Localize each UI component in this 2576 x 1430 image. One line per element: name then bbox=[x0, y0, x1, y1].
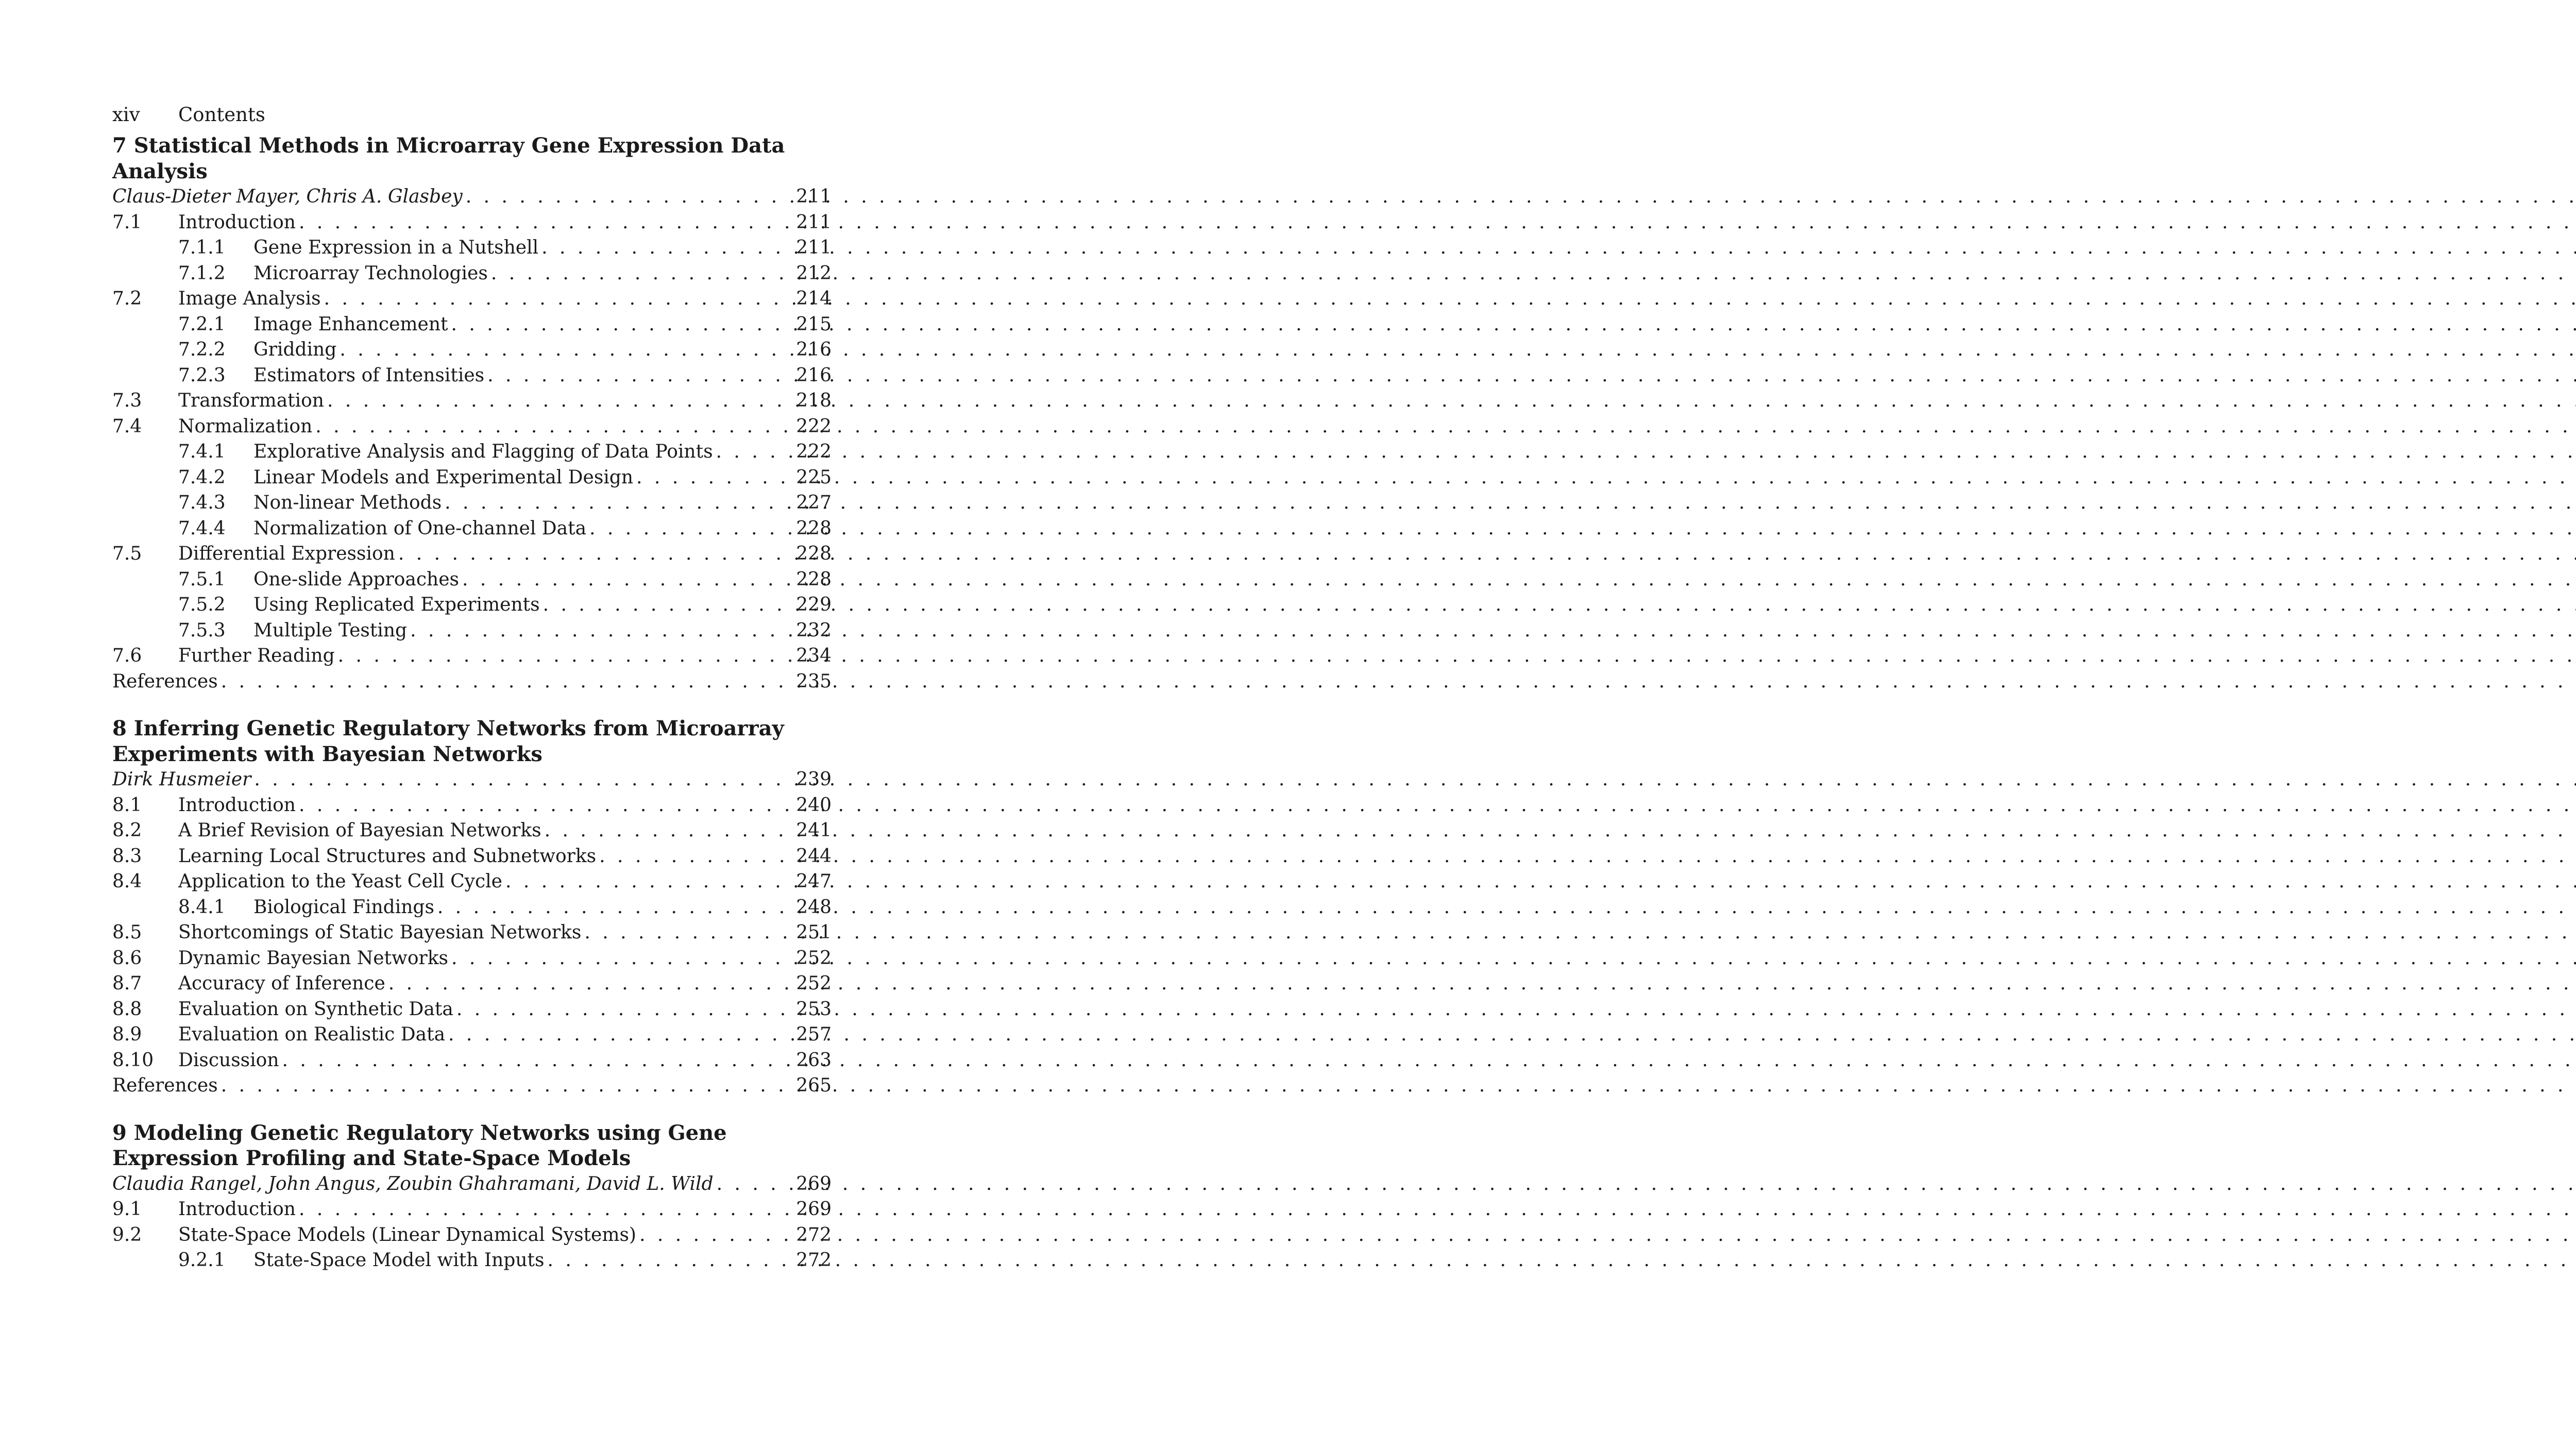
toc-references[interactable]: References . . . 265 bbox=[112, 1073, 832, 1099]
chapter-title[interactable]: 7 Statistical Methods in Microarray Gene Expression Data Analysis bbox=[112, 133, 785, 183]
toc-entry[interactable]: 8.1 Introduction . . . 240 bbox=[112, 793, 832, 818]
toc-entry[interactable]: 7.1 Introduction . . . 211 bbox=[112, 210, 832, 235]
chapter-title[interactable]: 9 Modeling Genetic Regulatory Networks using Gene Expression Profiling and State-Space Models bbox=[112, 1120, 727, 1170]
running-head bbox=[112, 97, 832, 133]
chapter-authors[interactable]: Claus-Dieter Mayer, Chris A. Glasbey . . . 211 bbox=[112, 184, 832, 210]
chapter-title[interactable]: 8 Inferring Genetic Regulatory Networks from Microarray Experiments with Bayesian Networks bbox=[112, 716, 784, 766]
toc-entry[interactable]: 8.5 Shortcomings of Static Bayesian Networks . . . 251 bbox=[112, 920, 832, 946]
toc-entry[interactable]: 7.3 Transformation . . . 218 bbox=[112, 388, 832, 414]
toc-entry[interactable]: 7.2.1 Image Enhancement . . . 215 bbox=[112, 312, 832, 338]
toc-entry[interactable]: 7.2 Image Analysis . . . 214 bbox=[112, 286, 832, 312]
toc-entry[interactable]: 7.1.1 Gene Expression in a Nutshell . . . 211 bbox=[112, 235, 832, 261]
toc-entry[interactable]: 8.7 Accuracy of Inference . . . 252 bbox=[112, 971, 832, 997]
toc-entry[interactable]: 7.5.2 Using Replicated Experiments . . . 229 bbox=[112, 592, 832, 618]
toc-entry[interactable]: 9.2.1 State-Space Model with Inputs . . . 272 bbox=[112, 1248, 832, 1273]
toc-entry[interactable]: 8.2 A Brief Revision of Bayesian Networks . . . 241 bbox=[112, 818, 832, 844]
toc-entry[interactable]: 8.9 Evaluation on Realistic Data . . . 257 bbox=[112, 1022, 832, 1048]
chapter-authors[interactable]: Dirk Husmeier . . . 239 bbox=[112, 767, 832, 793]
running-title: Contents bbox=[178, 104, 265, 126]
toc-entry[interactable]: 9.2 State-Space Models (Linear Dynamical Systems) . . . 272 bbox=[112, 1222, 832, 1248]
toc-entry[interactable]: 8.3 Learning Local Structures and Subnetworks . . . 244 bbox=[112, 844, 832, 869]
toc-entry[interactable]: 7.4 Normalization . . . 222 bbox=[112, 414, 832, 440]
toc-entry[interactable]: 9.1 Introduction . . . 269 bbox=[112, 1197, 832, 1222]
toc-entry[interactable]: 7.5 Differential Expression . . . 228 bbox=[112, 541, 832, 567]
toc-entry[interactable]: 8.6 Dynamic Bayesian Networks . . . 252 bbox=[112, 946, 832, 971]
toc-entry[interactable]: 7.2.2 Gridding . . . 216 bbox=[112, 337, 832, 363]
toc-entry[interactable]: 7.4.3 Non-linear Methods . . . 227 bbox=[112, 490, 832, 516]
chapter-authors[interactable]: Claudia Rangel, John Angus, Zoubin Ghahramani, David L. Wild . . . 269 bbox=[112, 1171, 832, 1197]
toc-entry[interactable]: 8.10 Discussion . . . 263 bbox=[112, 1048, 832, 1073]
chapter-7 bbox=[112, 133, 832, 694]
toc-entry[interactable]: 8.4 Application to the Yeast Cell Cycle . . . 247 bbox=[112, 869, 832, 895]
toc-references[interactable]: References . . . 235 bbox=[112, 669, 832, 695]
toc-entry[interactable]: 8.8 Evaluation on Synthetic Data . . . 253 bbox=[112, 997, 832, 1022]
toc-entry[interactable]: 7.1.2 Microarray Technologies . . . 212 bbox=[112, 261, 832, 287]
chapter-9 bbox=[112, 1120, 832, 1273]
toc-page bbox=[112, 97, 832, 1295]
page-number: xiv bbox=[112, 104, 140, 126]
toc-entry[interactable]: 8.4.1 Biological Findings . . . 248 bbox=[112, 895, 832, 920]
toc-entry[interactable]: 7.5.3 Multiple Testing . . . 232 bbox=[112, 618, 832, 644]
toc-entry[interactable]: 7.2.3 Estimators of Intensities . . . 216 bbox=[112, 363, 832, 389]
toc-entry[interactable]: 7.5.1 One-slide Approaches . . . 228 bbox=[112, 567, 832, 593]
toc-entry[interactable]: 7.6 Further Reading . . . 234 bbox=[112, 643, 832, 669]
toc-entry[interactable]: 7.4.4 Normalization of One-channel Data . . . 228 bbox=[112, 516, 832, 542]
toc-entry[interactable]: 7.4.2 Linear Models and Experimental Design . . . 225 bbox=[112, 465, 832, 491]
toc-entry[interactable]: 7.4.1 Explorative Analysis and Flagging of Data Points . . . 222 bbox=[112, 439, 832, 465]
chapter-8 bbox=[112, 716, 832, 1099]
